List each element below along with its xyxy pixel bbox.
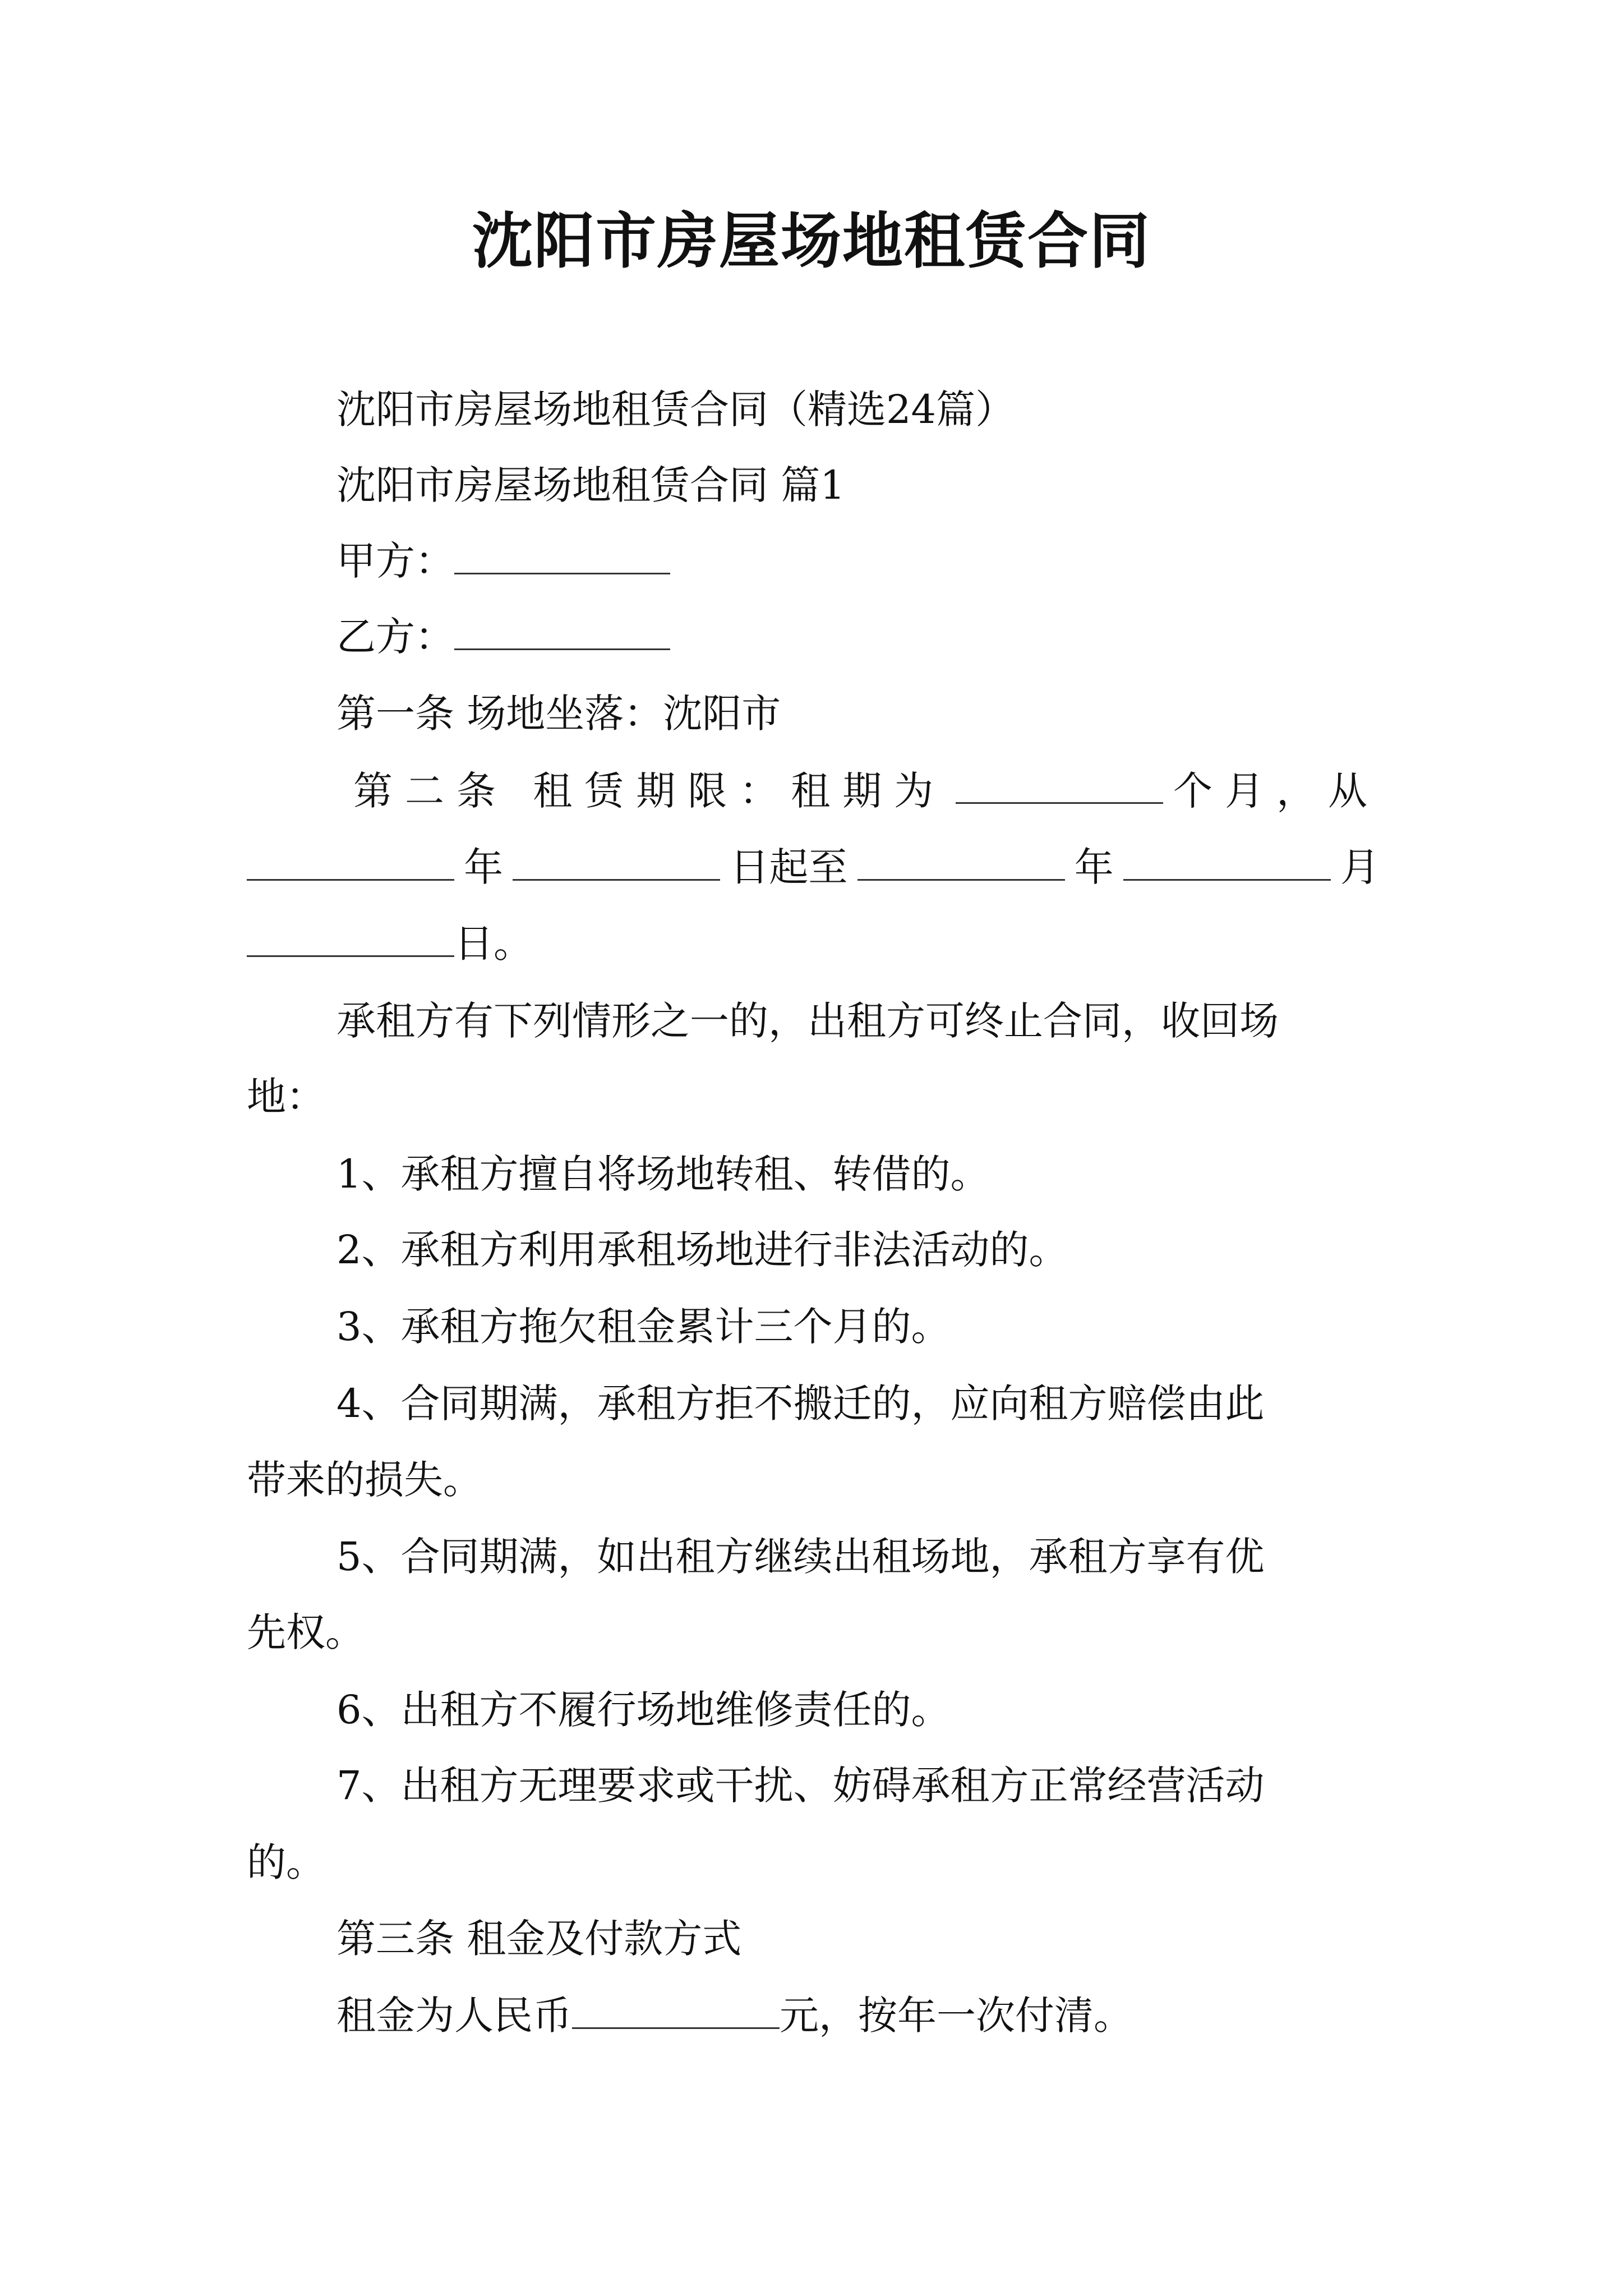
article-2-line-1 <box>353 763 1380 819</box>
party-a-blank <box>454 533 670 574</box>
termination-para-1: 承租方有下列情形之一的，出租方可终止合同，收回场 <box>336 998 1279 1044</box>
end-month-blank <box>1123 840 1331 881</box>
party-b-blank <box>454 609 670 650</box>
rent-label: 租金为人民币 <box>336 1993 572 2039</box>
start-year-blank <box>247 840 454 881</box>
list-item-4-line-1: 4、合同期满，承租方拒不搬迁的，应向租方赔偿由此 <box>336 1381 1265 1427</box>
rent-line <box>336 1987 1133 2044</box>
party-b-line <box>336 609 670 665</box>
start-day-blank <box>513 840 720 881</box>
article-2-months-blank <box>956 763 1163 804</box>
end-day-blank <box>247 916 454 957</box>
subtitle: 沈阳市房屋场地租赁合同（精选24篇） <box>336 386 1015 432</box>
year-label-2: 年 <box>1074 844 1114 890</box>
article-2-text-b: 个月，从 <box>1173 768 1380 814</box>
rent-amount-blank <box>572 1988 780 2029</box>
party-a-line <box>336 533 670 589</box>
article-2-line-3 <box>247 915 533 972</box>
month-label: 月 <box>1340 844 1380 890</box>
article-2-line-2 <box>247 839 1380 895</box>
year-label-1: 年 <box>464 844 504 890</box>
article-1: 第一条 场地坐落：沈阳市 <box>336 691 781 737</box>
list-item-7-line-1: 7、出租方无理要求或干扰、妨碍承租方正常经营活动 <box>336 1763 1265 1809</box>
end-year-blank <box>857 840 1065 881</box>
from-to-label: 日起至 <box>730 844 848 890</box>
article-3: 第三条 租金及付款方式 <box>336 1916 742 1962</box>
list-item-7-line-2: 的。 <box>247 1839 325 1885</box>
party-a-label: 甲方： <box>336 538 454 584</box>
list-item-2: 2、承租方利用承租场地进行非法活动的。 <box>336 1227 1068 1273</box>
part-heading: 沈阳市房屋场地租赁合同 篇1 <box>336 462 845 508</box>
termination-para-2: 地： <box>247 1074 325 1120</box>
document-title: 沈阳市房屋场地租赁合同 <box>472 206 1151 277</box>
list-item-4-line-2: 带来的损失。 <box>247 1457 482 1503</box>
list-item-5-line-1: 5、合同期满，如出租方继续出租场地，承租方享有优 <box>336 1534 1265 1580</box>
party-b-label: 乙方： <box>336 614 454 660</box>
list-item-6: 6、出租方不履行场地维修责任的。 <box>336 1687 951 1733</box>
day-label: 日。 <box>454 921 533 967</box>
list-item-3: 3、承租方拖欠租金累计三个月的。 <box>336 1304 951 1350</box>
rent-terms: 元，按年一次付清。 <box>780 1993 1133 2039</box>
list-item-5-line-2: 先权。 <box>247 1609 365 1655</box>
list-item-1: 1、承租方擅自将场地转租、转借的。 <box>336 1151 990 1197</box>
article-2-text-a: 第二条 租赁期限：租期为 <box>353 768 946 814</box>
